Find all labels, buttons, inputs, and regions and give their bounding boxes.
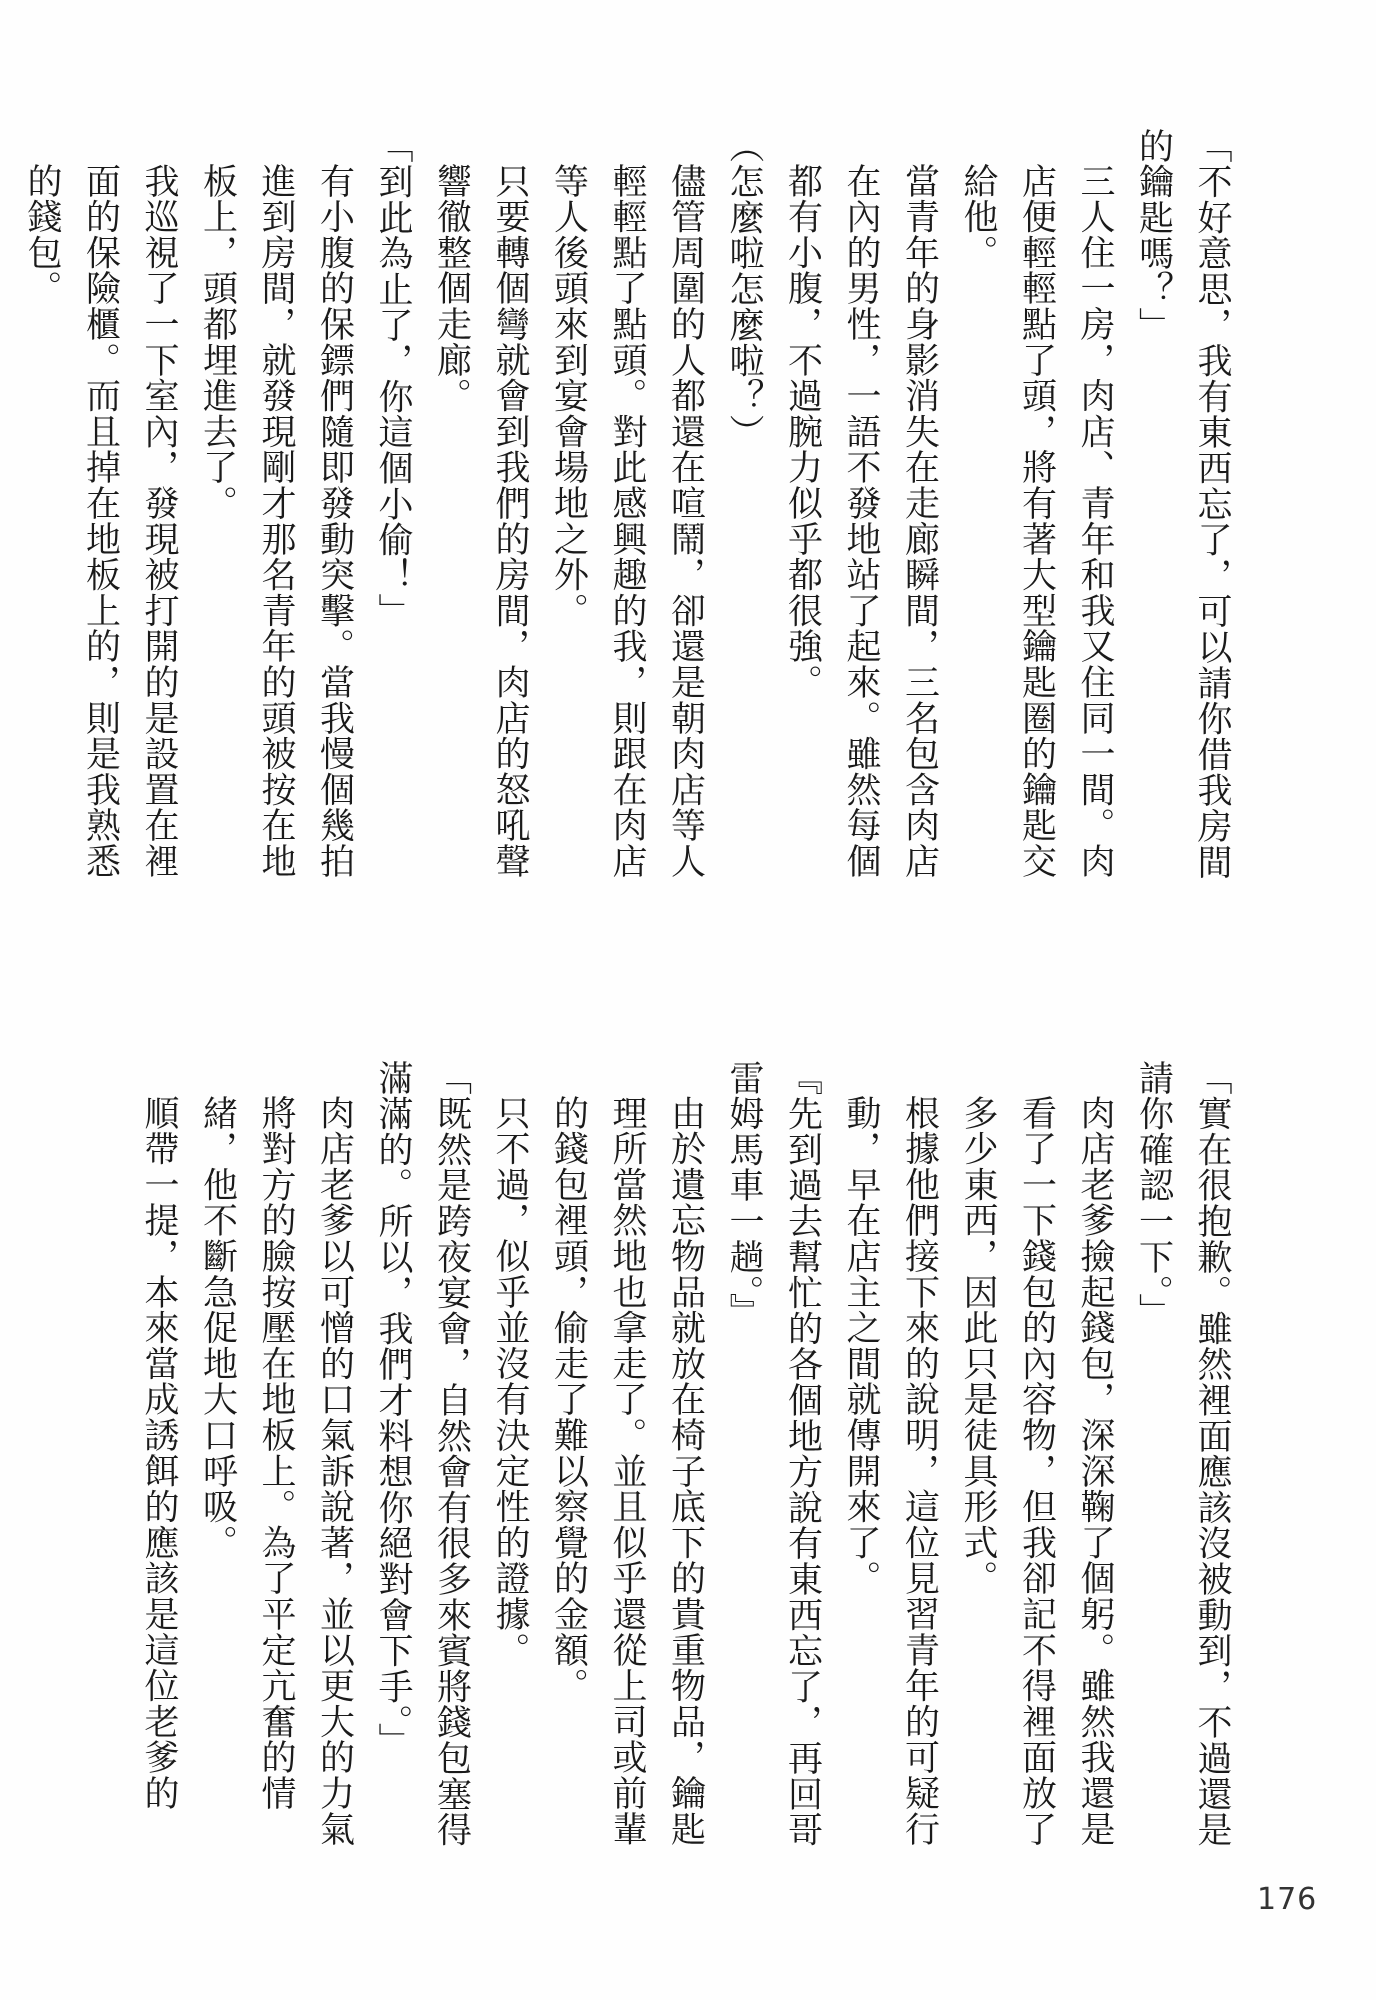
paragraph: 「實在很抱歉。雖然裡面應該沒被動到，不過還是請你確認一下。」: [1133, 1060, 1232, 1848]
paragraph: 只不過，似乎並沒有決定性的證據。: [490, 1095, 530, 1668]
lower-text-block: [141, 1060, 1241, 1850]
paragraph: 有小腹的保鏢們隨即發動突擊。當我慢個幾拍進到房間，就發現剛才那名青年的頭被按在地板上，頭都埋進去了。: [197, 163, 355, 879]
paragraph: 儘管周圍的人都還在喧鬧，卻還是朝肉店等人輕輕點了點頭。對此感興趣的我，則跟在肉店等人後頭來到宴會場地之外。: [548, 163, 706, 879]
paragraph: 肉店老爹撿起錢包，深深鞠了個躬。雖然我還是看了一下錢包的內容物，但我卻記不得裡面放了多少東西，因此只是徒具形式。: [958, 1095, 1115, 1847]
paragraph: 「到此為止了，你這個小偷！」: [373, 128, 413, 630]
paragraph: 「不好意思，我有東西忘了，可以請你借我房間的鑰匙嗎？」: [1133, 128, 1232, 880]
paragraph: 「既然是跨夜宴會，自然會有很多來賓將錢包塞得滿滿的。所以，我們才料想你絕對會下手。」: [373, 1060, 472, 1848]
paragraph: （怎麼啦怎麼啦？）: [724, 128, 764, 451]
paragraph: 根據他們接下來的說明，這位見習青年的可疑行動，早在店主之間就傳開來了。: [841, 1095, 940, 1847]
page-number: 176: [1257, 1882, 1318, 1917]
paragraph: 由於遺忘物品就放在椅子底下的貴重物品，鑰匙理所當然地也拿走了。並且似乎還從上司或前輩的錢包裡頭，偷走了難以察覺的金額。: [548, 1095, 706, 1847]
paragraph: 三人住一房，肉店、青年和我又住同一間。肉店便輕輕點了頭，將有著大型鑰匙圈的鑰匙交給他。: [958, 163, 1115, 879]
paragraph: 只要轉個彎就會到我們的房間，肉店的怒吼聲響徹整個走廊。: [431, 163, 530, 879]
paragraph: 肉店老爹以可憎的口氣訴說著，並以更大的力氣將對方的臉按壓在地板上。為了平定亢奮的情緒，他不斷急促地大口呼吸。: [197, 1095, 355, 1847]
paragraph: 順帶一提，本來當成誘餌的應該是這位老爹的: [139, 1095, 179, 1811]
paragraph: 當青年的身影消失在走廊瞬間，三名包含肉店在內的男性，一語不發地站了起來。雖然每個都有小腹，不過腕力似乎都很強。: [782, 163, 940, 879]
upper-text-block: [22, 128, 1241, 908]
paragraph: 我巡視了一下室內，發現被打開的是設置在裡面的保險櫃。而且掉在地板上的，則是我熟悉的錢包。: [22, 163, 179, 879]
paragraph: 『先到過去幫忙的各個地方說有東西忘了，再回哥雷姆馬車一趟。』: [724, 1060, 823, 1848]
